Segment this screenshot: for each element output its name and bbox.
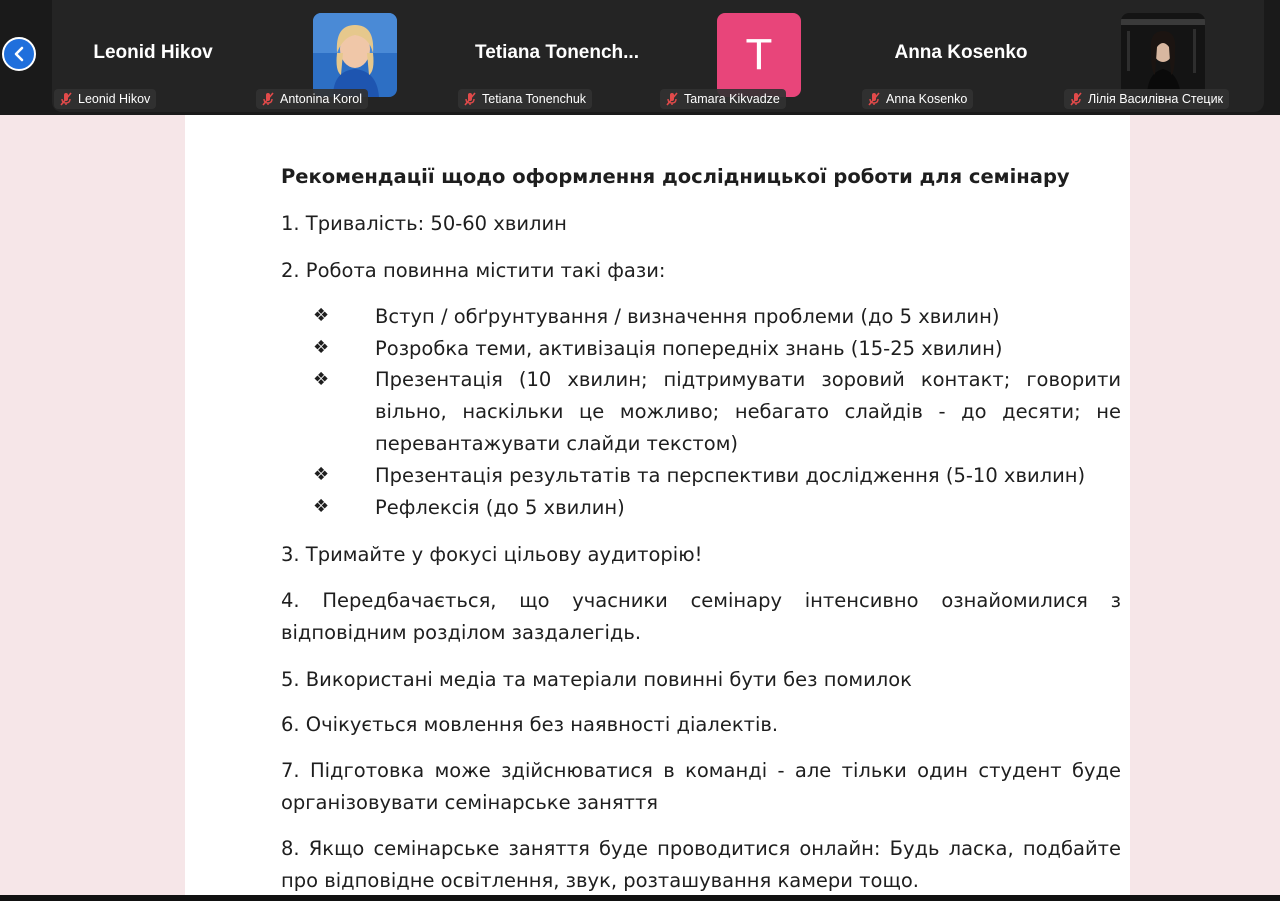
back-button[interactable] (2, 37, 36, 71)
participant-strip (0, 0, 1280, 115)
participant-caption-label: Tamara Kikvadze (684, 92, 780, 106)
document-item-2: 2. Робота повинна містити такі фази: (281, 259, 666, 282)
bullet-icon: ❖ (313, 496, 330, 517)
microphone-muted-icon (1068, 91, 1084, 107)
document-item-4: 4. Передбачається, що учасники семінару інтенсивно ознайомилися з відповідним розділом заздалегідь. (281, 589, 1121, 644)
participant-photo (313, 13, 397, 97)
microphone-muted-icon (664, 91, 680, 107)
participant-caption-label: Anna Kosenko (886, 92, 968, 106)
participant-caption (256, 89, 368, 109)
participant-caption (54, 89, 156, 109)
participant-tile-antonina-korol[interactable] (254, 0, 456, 112)
bullet-item: Рефлексія (до 5 хвилин) (375, 496, 625, 519)
participant-caption-label: Leonid Hikov (78, 92, 151, 106)
bullet-icon: ❖ (313, 464, 330, 485)
participant-tile-tamara-kikvadze[interactable] (658, 0, 860, 112)
document-item-5: 5. Використані медіа та матеріали повинні бути без помилок (281, 668, 912, 691)
document-item-8: 8. Якщо семінарське заняття буде проводитися онлайн: Будь ласка, подбайте про відповідне освітлення, звук, розташування камери тощо. (281, 837, 1121, 892)
participant-tile-liliia-stetsyk[interactable] (1062, 0, 1264, 112)
document-item-1: 1. Тривалість: 50-60 хвилин (281, 212, 567, 235)
participant-tile-anna-kosenko[interactable] (860, 0, 1062, 112)
participant-caption-label: Tetiana Tonenchuk (482, 92, 587, 106)
bullet-icon: ❖ (313, 305, 330, 326)
microphone-muted-icon (58, 91, 74, 107)
bullet-icon: ❖ (313, 337, 330, 358)
bullet-item: Презентація (10 хвилин; підтримувати зоровий контакт; говорити вільно, наскільки це можливо; небагато слайдів - до десяти; не перевантажувати слайди текстом) (375, 368, 1121, 455)
participant-tile-tetiana-tonenchuk[interactable] (456, 0, 658, 112)
participant-display-name: Leonid Hikov (93, 42, 213, 63)
bullet-item: Розробка теми, активізація попередніх знань (15-25 хвилин) (375, 337, 1003, 360)
avatar-initial-letter: T (745, 30, 773, 79)
document-item-7: 7. Підготовка може здійснюватися в команді - але тільки один студент буде організовувати семінарське заняття (281, 759, 1121, 814)
participant-display-name: Anna Kosenko (894, 42, 1028, 63)
microphone-muted-icon (866, 91, 882, 107)
participant-caption (660, 89, 786, 109)
participant-photo (1121, 13, 1205, 97)
participant-tile-leonid-hikov[interactable] (52, 0, 254, 112)
participant-display-name: Tetiana Tonench... (475, 42, 639, 63)
participant-caption (862, 89, 973, 109)
participant-caption (1064, 89, 1229, 109)
bullet-item: Презентація результатів та перспективи дослідження (5-10 хвилин) (375, 464, 1086, 487)
document-item-6: 6. Очікується мовлення без наявності діалектів. (281, 713, 779, 736)
participant-caption-label: Лілія Василівна Стецик (1088, 92, 1224, 106)
microphone-muted-icon (462, 91, 478, 107)
document-item-3: 3. Тримайте у фокусі цільову аудиторію! (281, 543, 703, 566)
bullet-item: Вступ / обґрунтування / визначення проблеми (до 5 хвилин) (375, 305, 1000, 328)
bullet-icon: ❖ (313, 369, 330, 390)
participant-caption-label: Antonina Korol (280, 92, 363, 106)
chevron-left-icon (12, 46, 26, 62)
microphone-muted-icon (260, 91, 276, 107)
participant-gallery (52, 0, 1264, 112)
bottom-edge-bar (0, 895, 1280, 901)
document-title: Рекомендації щодо оформлення дослідницької роботи для семінару (281, 165, 1070, 188)
shared-document-page (185, 115, 1130, 895)
participant-avatar-initial (717, 13, 801, 97)
participant-caption (458, 89, 592, 109)
